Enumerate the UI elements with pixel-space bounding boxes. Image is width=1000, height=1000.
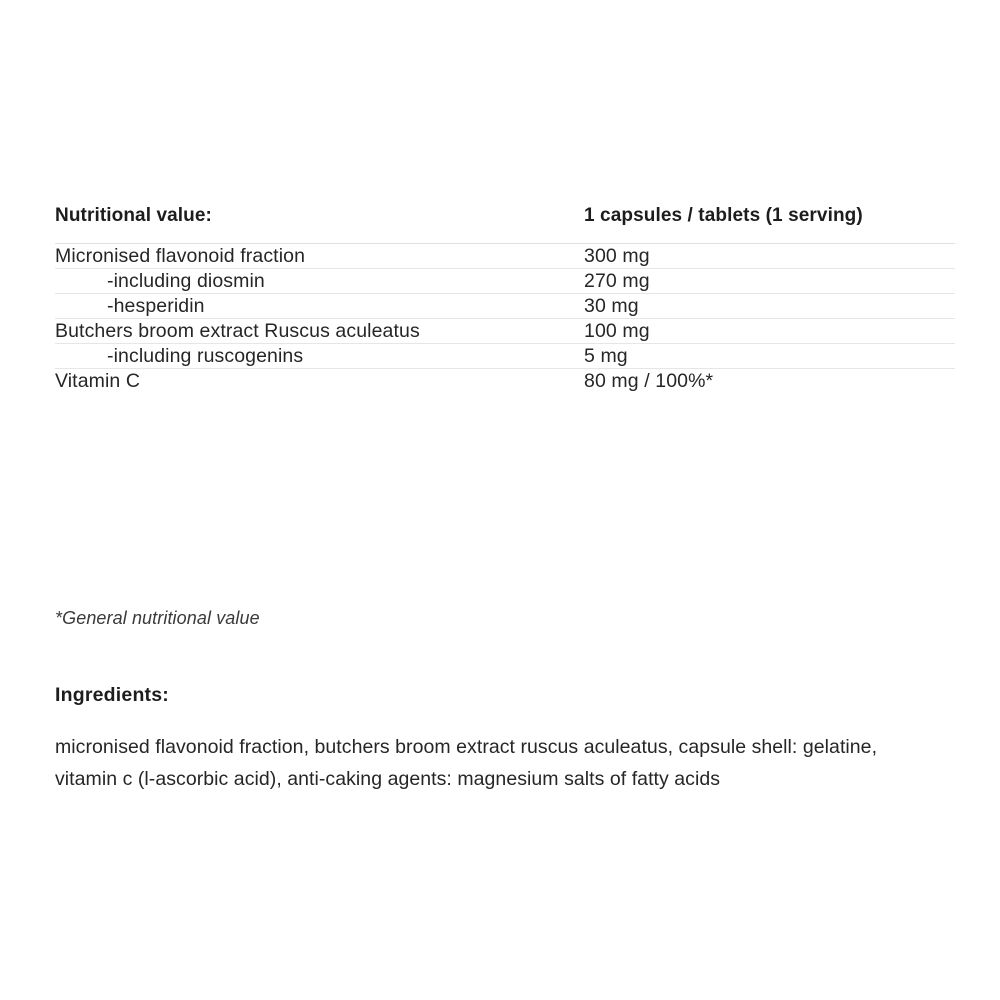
- nutrient-value: 300 mg: [584, 245, 650, 267]
- nutrient-value: 100 mg: [584, 320, 650, 342]
- nutrient-value: 30 mg: [584, 295, 639, 317]
- nutrient-name: Micronised flavonoid fraction: [55, 245, 306, 267]
- ingredients-title: Ingredients:: [55, 684, 169, 706]
- table-row: [55, 269, 955, 294]
- table-row: [55, 369, 955, 394]
- nutrient-value: 5 mg: [584, 345, 628, 367]
- column-header-nutritional-value: Nutritional value:: [55, 205, 212, 226]
- nutrient-value: 270 mg: [584, 270, 650, 292]
- table-row: [55, 244, 955, 269]
- nutrient-name: -including ruscogenins: [107, 345, 304, 367]
- nutrient-name: Butchers broom extract Ruscus aculeatus: [55, 320, 420, 342]
- ingredients-text: micronised flavonoid fraction, butchers broom extract ruscus aculeatus, capsule shell: gelatine, vitamin c (l-ascorbic acid), anti-caking agents: magnesium salts of fatty acids: [55, 736, 878, 790]
- table-footnote: *General nutritional value: [55, 608, 260, 628]
- nutritional-value-table: [55, 192, 955, 393]
- column-header-serving: 1 capsules / tablets (1 serving): [584, 205, 863, 226]
- nutrient-name: Vitamin C: [55, 370, 141, 392]
- nutrient-name: -hesperidin: [107, 295, 205, 317]
- table-row: [55, 319, 955, 344]
- table-header-row: [55, 192, 955, 244]
- table-row: [55, 344, 955, 369]
- table-row: [55, 294, 955, 319]
- nutrient-value: 80 mg / 100%*: [584, 370, 714, 392]
- nutrient-name: -including diosmin: [107, 270, 265, 292]
